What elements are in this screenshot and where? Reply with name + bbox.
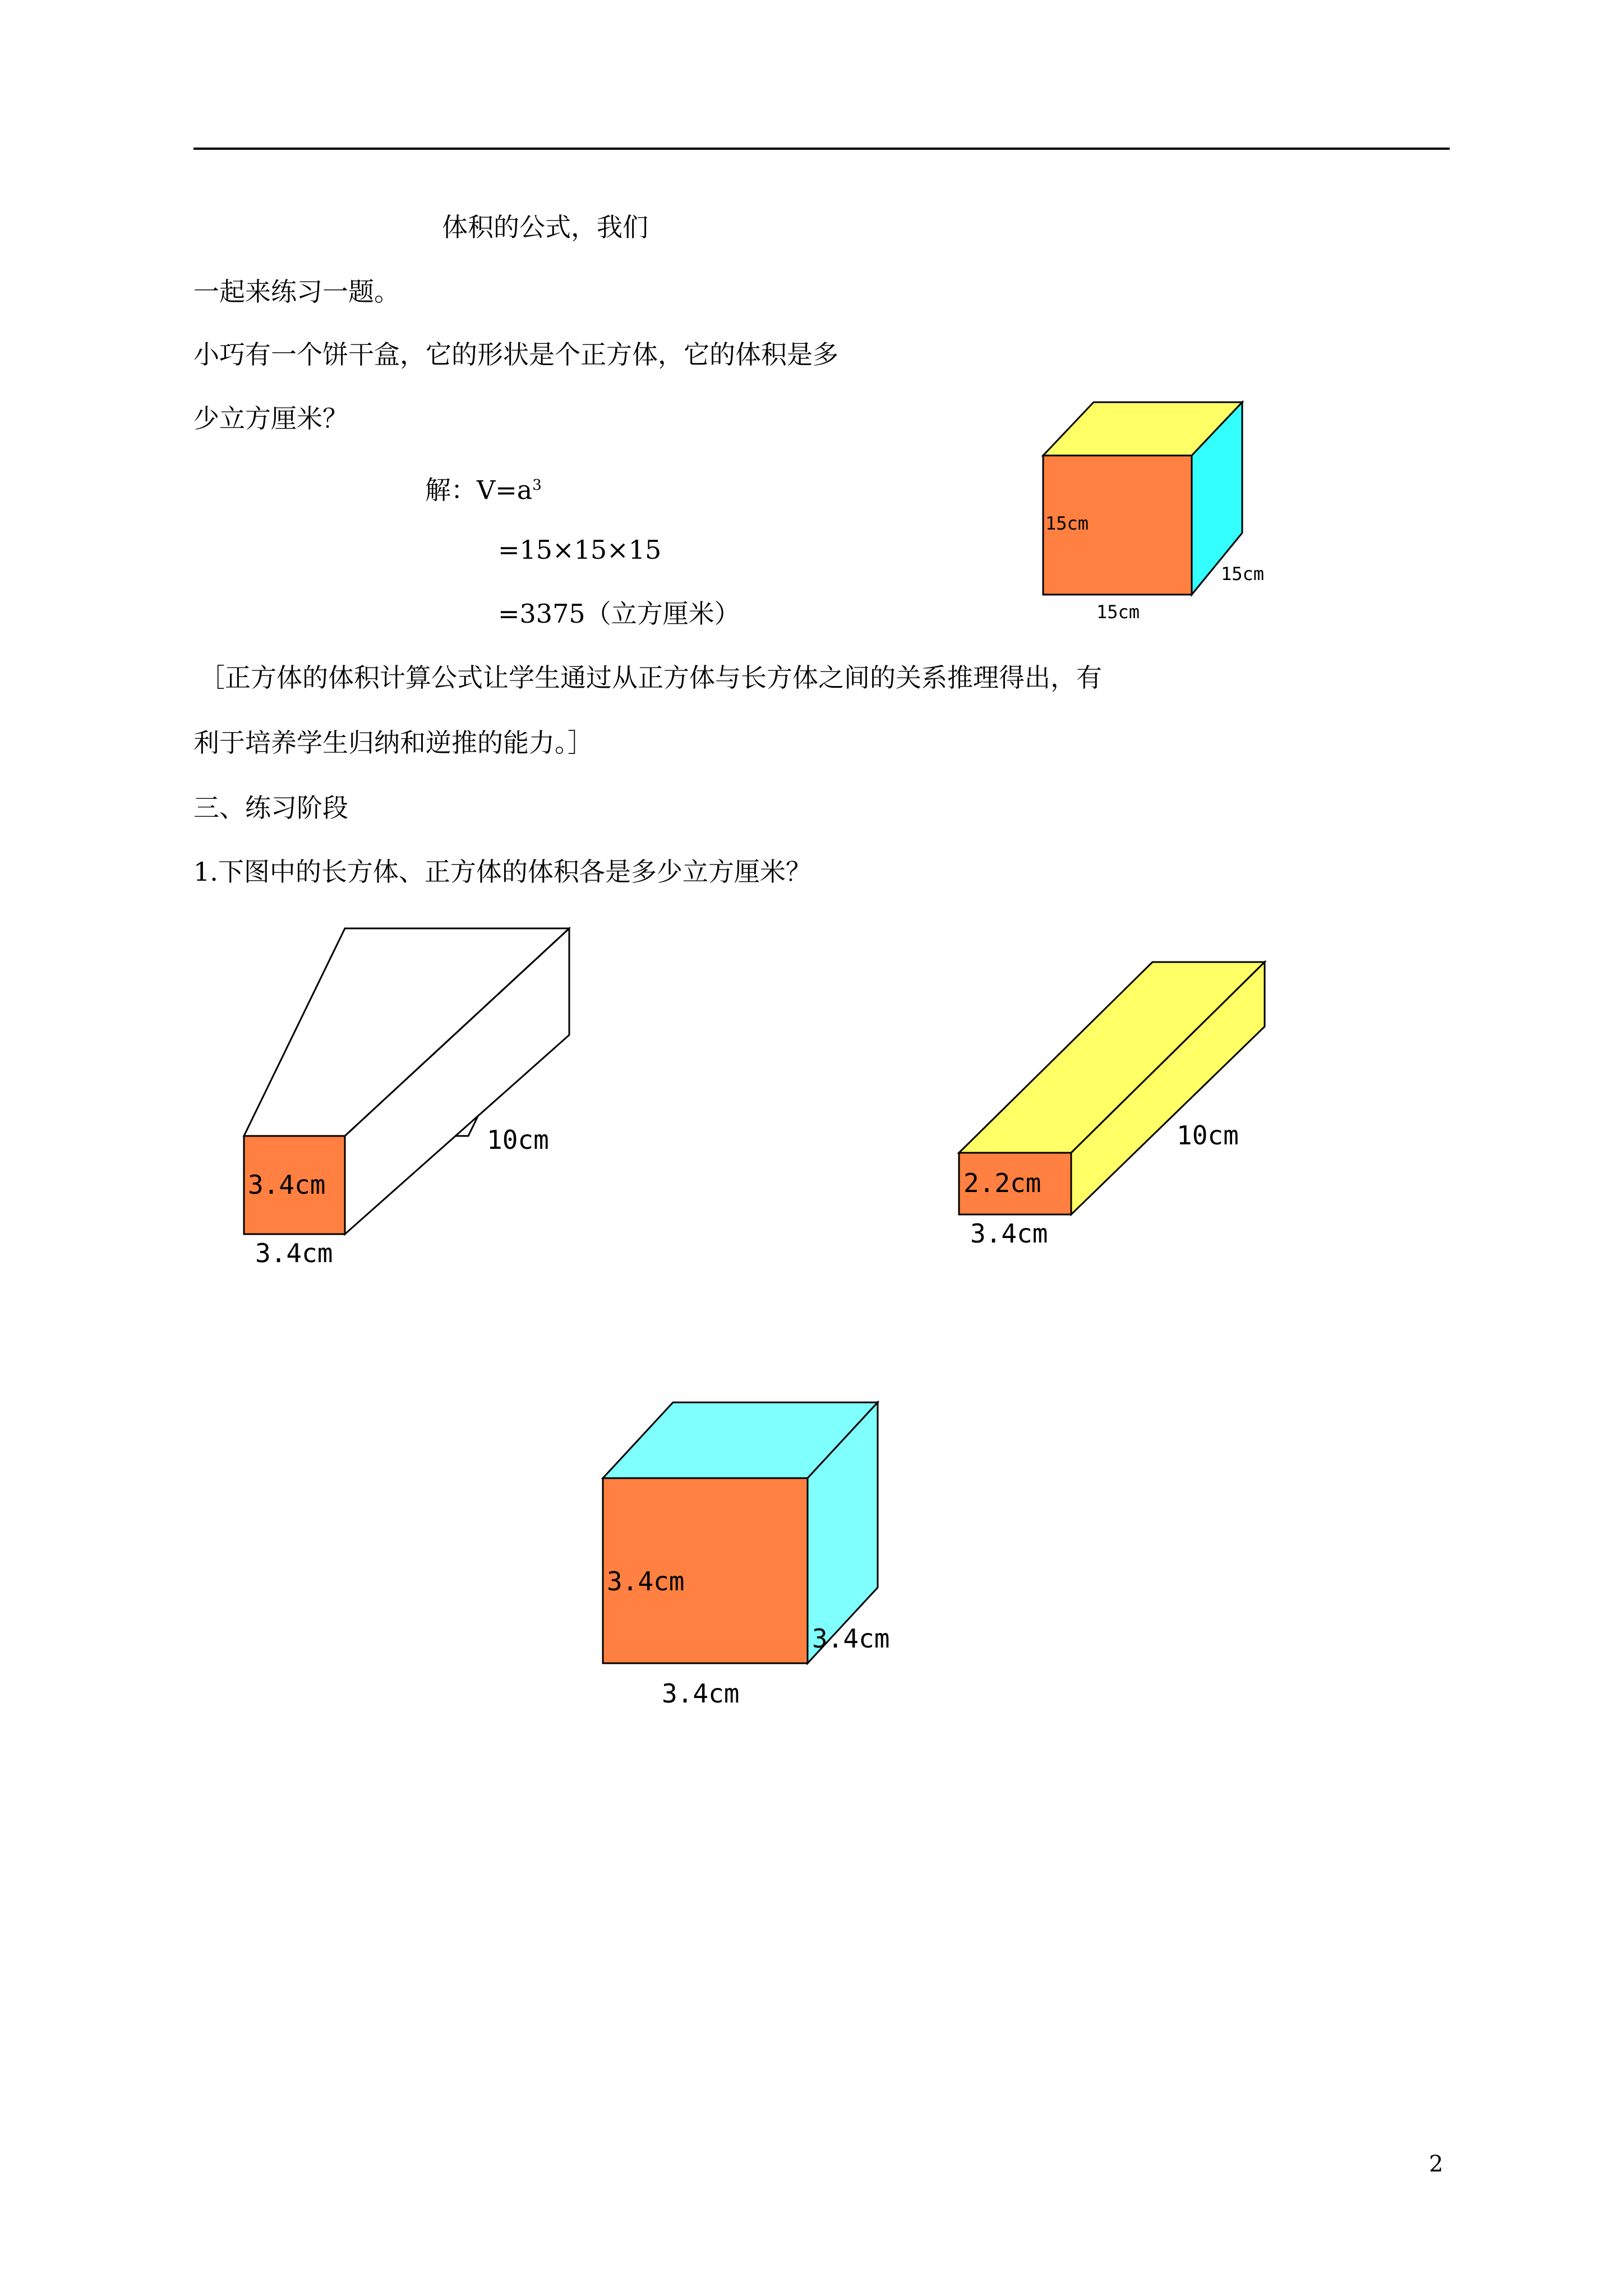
teacher-note-1: ［正方体的体积计算公式让学生通过从正方体与长方体之间的关系推理得出，有 — [199, 662, 1102, 693]
yellow-cuboid-figure — [953, 959, 1290, 1273]
solution-formula — [425, 468, 542, 507]
header-rule — [193, 148, 1450, 150]
yellow-cuboid-front-label: 2.2cm — [963, 1168, 1041, 1198]
white-cuboid-length-label: 10cm — [487, 1125, 549, 1155]
page-number: 2 — [1429, 2151, 1444, 2177]
question-text-1: 小巧有一个饼干盒，它的形状是个正方体，它的体积是多 — [193, 339, 838, 370]
small-cube-side-label: 3.4cm — [812, 1623, 890, 1654]
cube-bottom-label: 15cm — [1096, 601, 1140, 623]
yellow-cuboid-length-label: 10cm — [1177, 1120, 1239, 1151]
yellow-cuboid-bottom-label: 3.4cm — [970, 1218, 1048, 1249]
exercise-question: 1.下图中的长方体、正方体的体积各是多少立方厘米？ — [193, 857, 811, 887]
text-line-1: 体积的公式，我们 — [442, 212, 648, 242]
solution-step-1: =15×15×15 — [498, 535, 662, 565]
solution-exponent: 3 — [532, 477, 542, 494]
text-line-2: 一起来练习一题。 — [193, 277, 400, 307]
teacher-note-2: 利于培养学生归纳和逆推的能力。］ — [193, 728, 593, 758]
white-cuboid-front-label: 3.4cm — [248, 1170, 326, 1200]
cube-3-4-figure — [600, 1400, 937, 1714]
white-cuboid-bottom-label: 3.4cm — [255, 1238, 333, 1268]
cube-front-label: 15cm — [1045, 513, 1089, 534]
small-cube-bottom-label: 3.4cm — [662, 1678, 740, 1709]
cube-15-figure — [1038, 399, 1273, 624]
solution-prefix: 解：V=a — [425, 475, 533, 505]
small-cube-front-label: 3.4cm — [607, 1566, 685, 1596]
solution-step-2: =3375（立方厘米） — [498, 599, 740, 629]
cube-side-label: 15cm — [1221, 563, 1265, 585]
question-text-2: 少立方厘米？ — [193, 403, 348, 434]
section-heading: 三、练习阶段 — [193, 793, 348, 823]
white-cuboid-figure — [236, 926, 583, 1279]
